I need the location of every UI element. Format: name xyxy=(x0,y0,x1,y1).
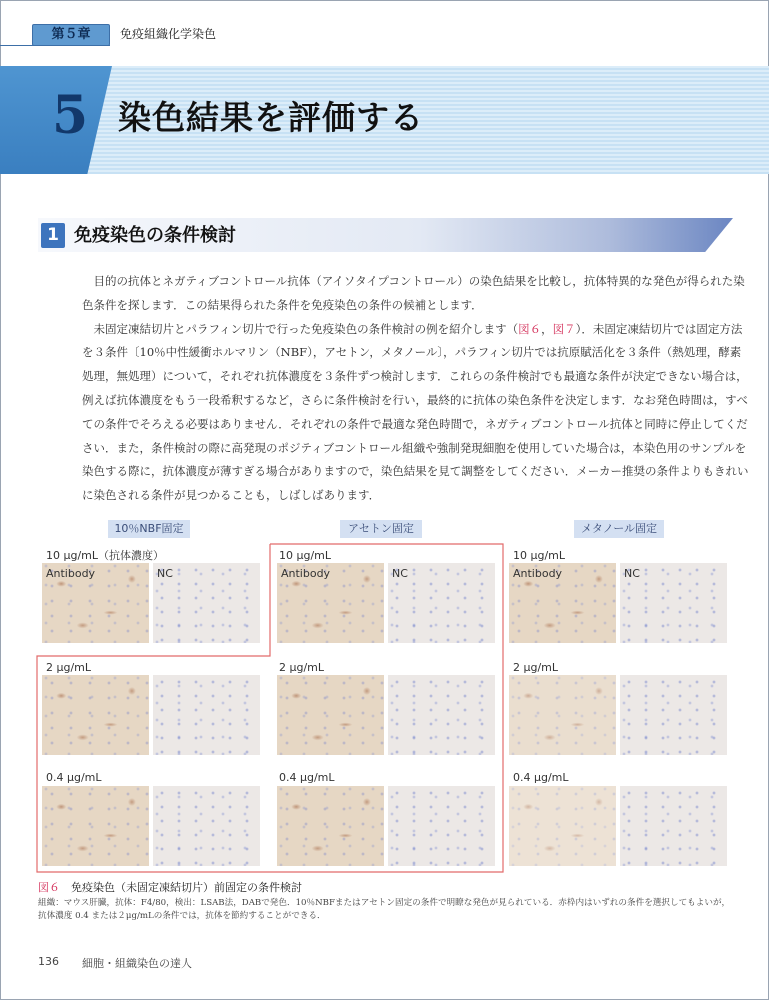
figure-caption-title xyxy=(38,881,302,895)
chapter-label: 第５章 xyxy=(32,24,110,46)
micrograph-antibody xyxy=(509,786,616,866)
concentration-label: 2 μg/mL xyxy=(513,661,559,674)
concentration-label: 10 μg/mL（抗体濃度） xyxy=(46,549,165,562)
section-number: 5 xyxy=(52,85,89,146)
micrograph-nc xyxy=(153,675,260,755)
chapter-title: 免疫組織化学染色 xyxy=(120,27,217,41)
antibody-label: Antibody xyxy=(513,567,563,580)
paragraph-2-body: ）．未固定凍結切片では固定方法を３条件〔10％中性緩衝ホルマリン（NBF），アセトン，メタノール〕，パラフィン切片では抗原賦活化を３条件（熱処理，酵素処理，無処理）について，それぞれ抗体濃度を３条件ずつ検討します．これらの条件検討でも最適な条件が決定できない場合は，例えば抗体濃度をもう一段希釈するなど，さらに条件検討を行い，最終的に抗体の染色条件を決定します．なお発色時間は，すべての条件でそろえる必要はありません．それぞれの条件で最適な発色時間で，ネガティブコントロール抗体と同時に停止してください．また，条件検討の際に高発現のポジティブコントロール組織や強制発現細胞を使用していた場合は，本染色用のサンプルを染色する際に，抗体濃度が薄すぎる場合がありますので，染色結果を見て調整をしてください．メーカー推奨の条件よりもきれいに染色される条件が見つかることも，しばしばあります． xyxy=(82,321,749,503)
page-number: 136 xyxy=(38,955,59,968)
subsection-title: 免疫染色の条件検討 xyxy=(74,225,236,246)
page-title: 染色結果を評価する xyxy=(118,98,424,137)
micrograph-nc xyxy=(620,786,727,866)
micrograph-antibody xyxy=(277,675,384,755)
micrograph-nc xyxy=(153,786,260,866)
paragraph-2-intro: 未固定凍結切片とパラフィン切片で行った免疫染色の条件検討の例を紹介します（ xyxy=(93,321,519,336)
figure-ref-7[interactable]: 図７ xyxy=(552,321,576,336)
ref-separator: ， xyxy=(541,321,553,336)
micrograph-antibody xyxy=(42,786,149,866)
concentration-label: 2 μg/mL xyxy=(279,661,325,674)
nc-label: NC xyxy=(392,567,408,580)
nc-label: NC xyxy=(624,567,640,580)
book-title: 細胞・組織染色の達人 xyxy=(82,957,192,970)
column-label-methanol: メタノール固定 xyxy=(574,520,664,538)
concentration-label: 0.4 μg/mL xyxy=(279,771,335,784)
micrograph-antibody xyxy=(509,675,616,755)
column-label-acetone: アセトン固定 xyxy=(340,520,422,538)
figure-number: 図６ xyxy=(38,881,60,894)
subsection-number: 1 xyxy=(41,223,65,248)
micrograph-nc xyxy=(388,675,495,755)
figure-ref-6[interactable]: 図６ xyxy=(518,321,542,336)
micrograph-antibody xyxy=(277,786,384,866)
concentration-label: 2 μg/mL xyxy=(46,661,92,674)
micrograph-nc xyxy=(620,675,727,755)
figure-caption-text: 組織：マウス肝臓，抗体：F4/80，検出：LSAB法，DABで発色．10％NBFまたはアセトン固定の条件で明瞭な発色が見られている．赤枠内はいずれの条件を選択してもよいが，抗体濃度 0.4 または２μg/mLの条件では，抗体を節約することができる． xyxy=(38,898,731,921)
antibody-label: Antibody xyxy=(46,567,96,580)
antibody-label: Antibody xyxy=(281,567,331,580)
paragraph-1: 目的の抗体とネガティブコントロール抗体（アイソタイプコントロール）の染色結果を比較し，抗体特異的な発色が得られた染色条件を探します．この結果得られた条件を免疫染色の条件の候補とします． xyxy=(82,274,745,312)
figure-title: 免疫染色（未固定凍結切片）前固定の条件検討 xyxy=(71,881,302,894)
micrograph-antibody xyxy=(42,675,149,755)
concentration-label: 0.4 μg/mL xyxy=(46,771,102,784)
nc-label: NC xyxy=(157,567,173,580)
concentration-label: 0.4 μg/mL xyxy=(513,771,569,784)
column-label-nbf: 10％NBF固定 xyxy=(108,520,190,538)
concentration-label: 10 μg/mL xyxy=(513,549,566,562)
micrograph-nc xyxy=(388,786,495,866)
concentration-label: 10 μg/mL xyxy=(279,549,332,562)
